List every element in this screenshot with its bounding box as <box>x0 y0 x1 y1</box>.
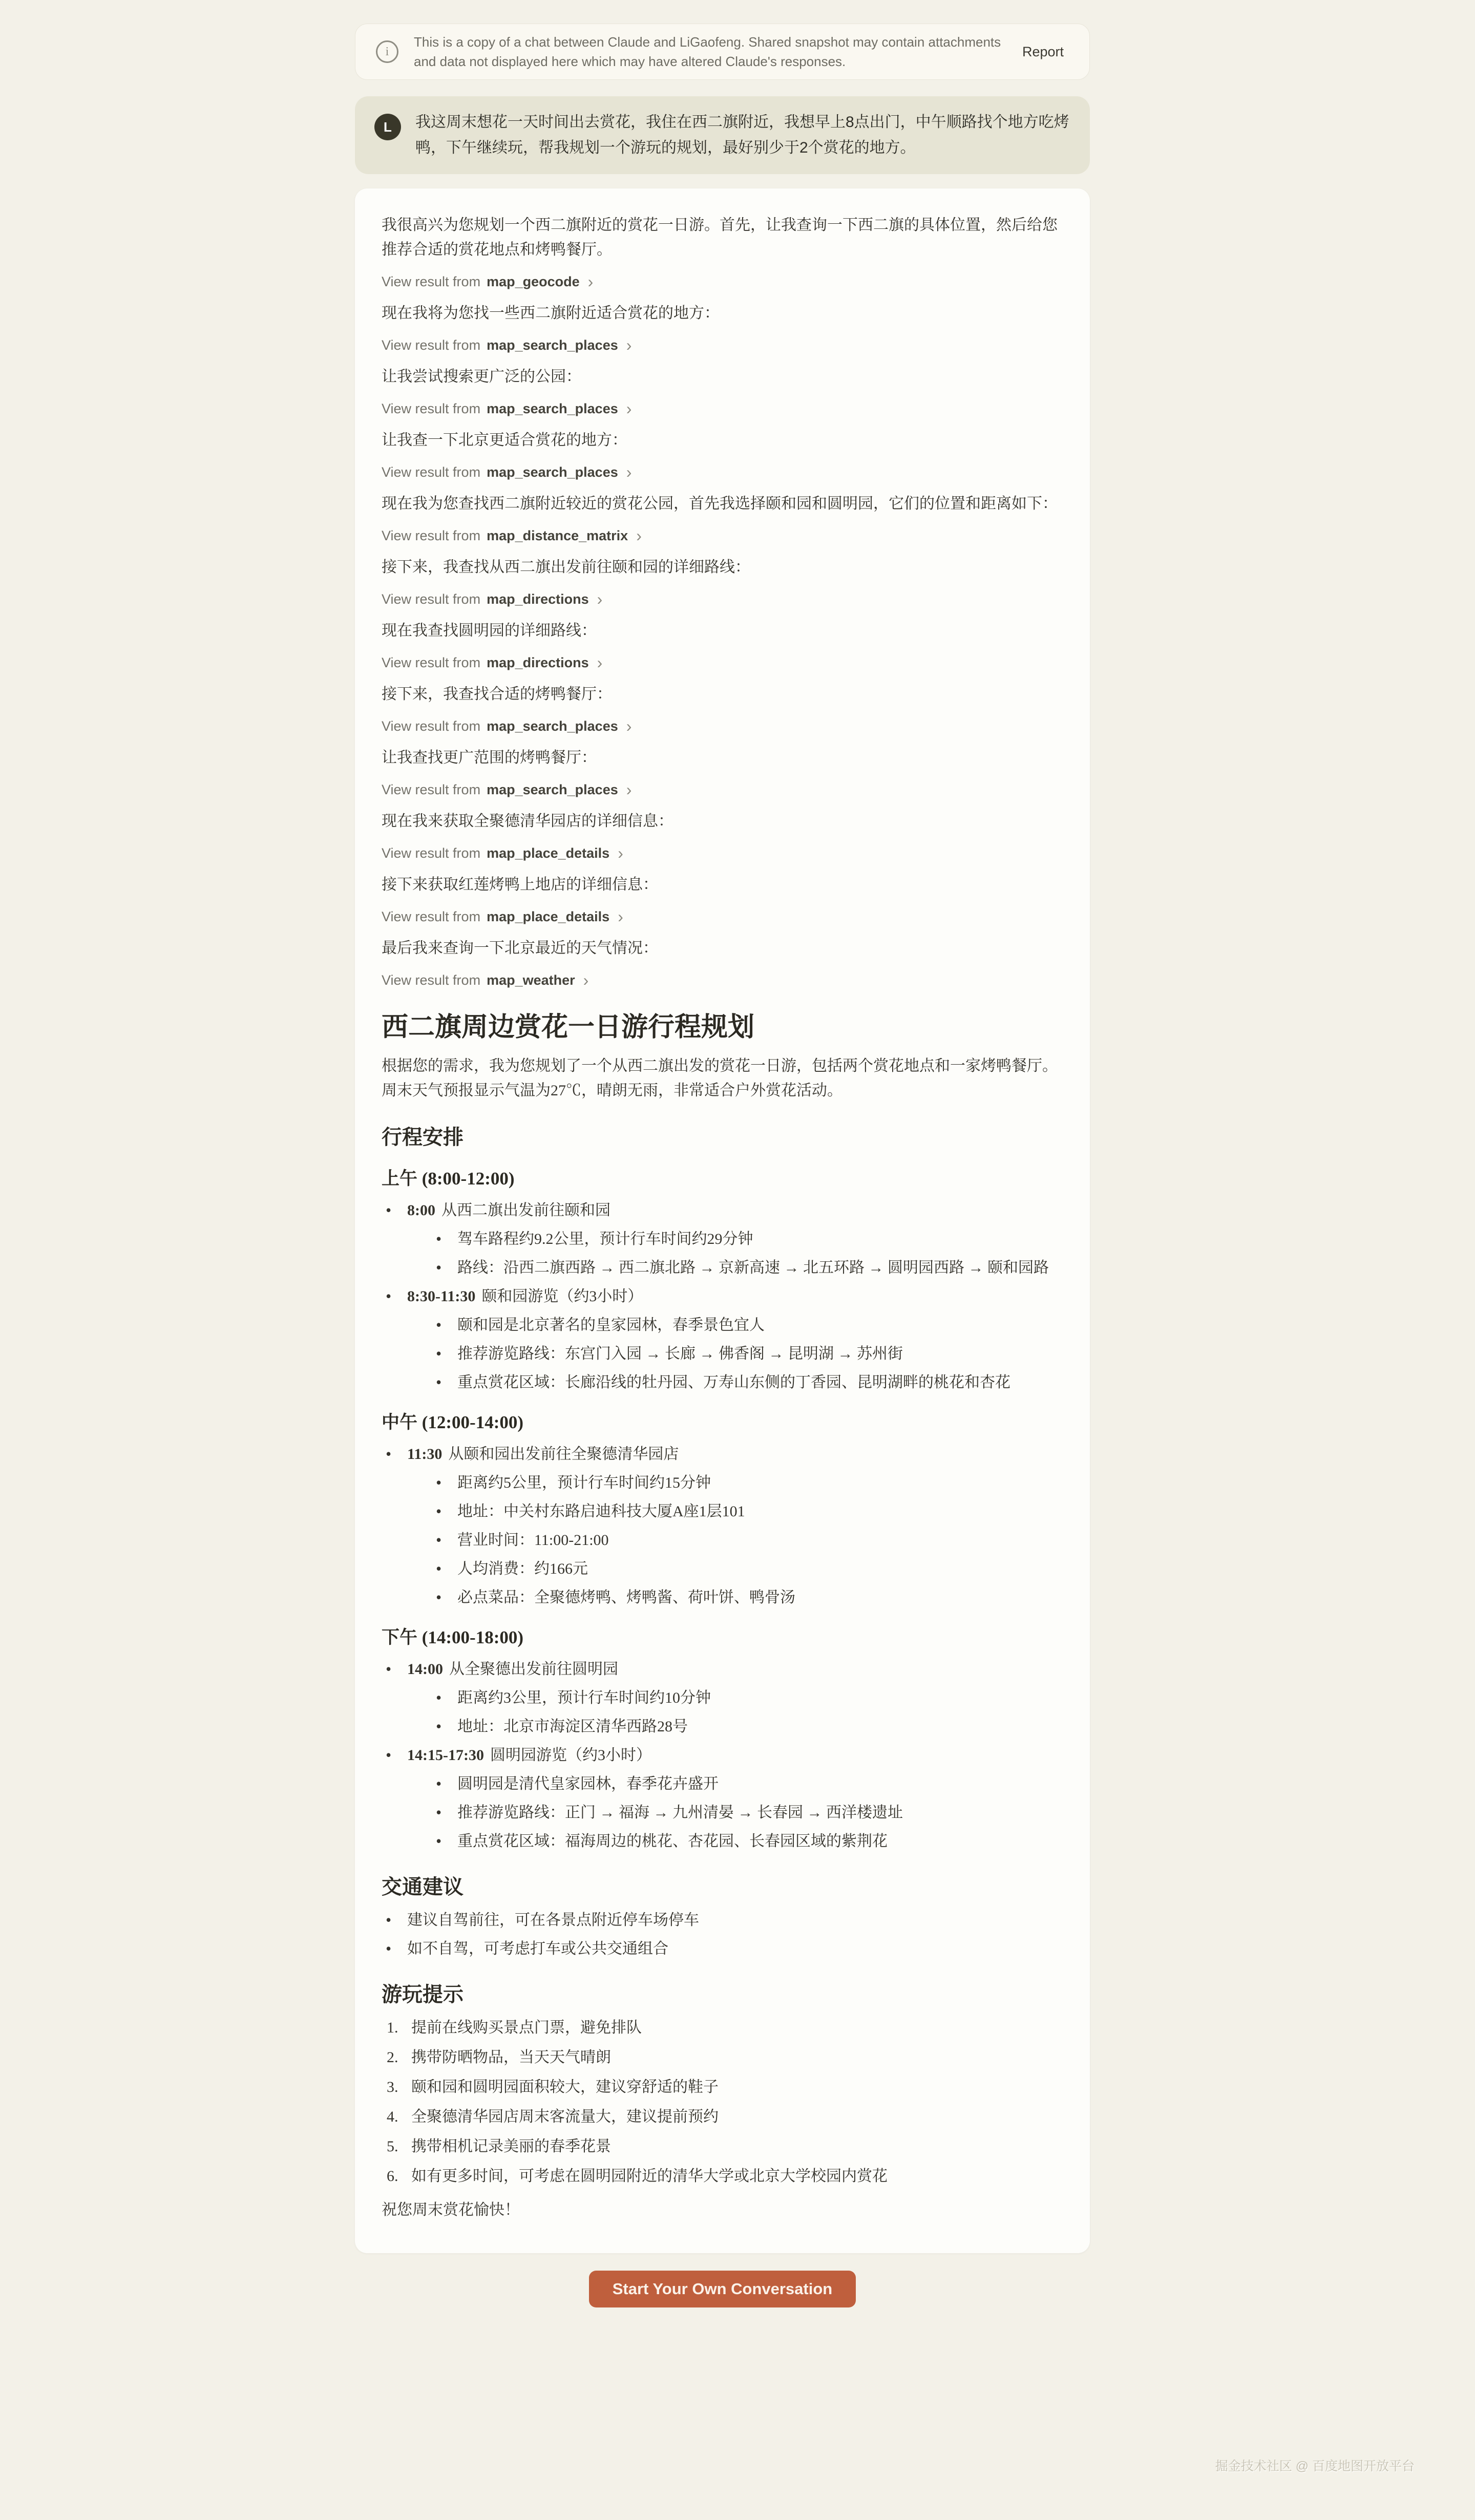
tool-result-link[interactable] <box>382 907 623 926</box>
assistant-paragraph: 让我尝试搜索更广泛的公园： <box>382 368 581 385</box>
assistant-paragraph: 接下来，我查找合适的烤鸭餐厅： <box>382 686 612 703</box>
item-text: 从颐和园出发前往全聚德清华园店 <box>448 1446 679 1463</box>
list-item: 携带防晒物品，当天天气晴朗 <box>411 2049 611 2066</box>
list-item: • 圆明园是清代皇家园林，春季花卉盛开 <box>436 1773 1063 1795</box>
chevron-right-icon: › <box>597 590 603 608</box>
list-item: 携带相机记录美丽的春季花景 <box>411 2138 611 2155</box>
tool-name: map_search_places <box>487 337 618 353</box>
chevron-right-icon: › <box>618 844 623 862</box>
user-message-text: 我这周末想花一天时间出去赏花，我住在西二旗附近，我想早上8点出门，中午顺路找个地方吃烤鸭，下午继续玩，帮我规划一个游玩的规划，最好别少于2个赏花的地方。 <box>415 114 1069 156</box>
notice-banner <box>355 24 1090 80</box>
item-text: 颐和园游览（约3小时） <box>481 1288 643 1305</box>
section-heading-schedule: 行程安排 <box>382 1126 463 1149</box>
report-button[interactable]: Report <box>1017 44 1069 60</box>
chevron-right-icon: › <box>583 971 589 989</box>
list-item: 提前在线购买景点门票，避免排队 <box>411 2019 642 2036</box>
list-item <box>385 1744 1063 1853</box>
list-item: • 推荐游览路线：东宫门入园 → 长廊 → 佛香阁 → 昆明湖 → 苏州街 <box>436 1343 1063 1365</box>
cta-row <box>355 2271 1090 2307</box>
tool-result-link[interactable] <box>382 336 631 354</box>
tool-result-link[interactable] <box>382 272 593 291</box>
start-conversation-button[interactable]: Start Your Own Conversation <box>589 2271 856 2307</box>
tool-result-link[interactable] <box>382 971 588 989</box>
tool-name: map_weather <box>487 972 575 988</box>
subsection-heading-morning: 上午 (8:00-12:00) <box>382 1169 515 1189</box>
list-item: • 重点赏花区域：长廊沿线的牡丹园、万寿山东侧的丁香园、昆明湖畔的桃花和杏花 <box>436 1371 1063 1394</box>
list-item <box>385 1443 1063 1609</box>
assistant-paragraph: 现在我查找圆明园的详细路线： <box>382 622 597 639</box>
tool-prefix: View result from <box>382 401 481 416</box>
chevron-right-icon: › <box>587 272 594 291</box>
chevron-right-icon: › <box>626 717 632 735</box>
info-icon: i <box>376 40 398 63</box>
item-time: 8:30-11:30 <box>407 1288 476 1305</box>
assistant-paragraph: 我很高兴为您规划一个西二旗附近的赏花一日游。首先，让我查询一下西二旗的具体位置，然后给您推荐合适的赏花地点和烤鸭餐厅。 <box>382 217 1058 258</box>
transport-list <box>382 1909 1063 1960</box>
list-item <box>385 1658 1063 1738</box>
item-time: 14:00 <box>407 1661 443 1678</box>
list-item: 颐和园和圆明园面积较大，建议穿舒适的鞋子 <box>411 2079 719 2095</box>
tool-name: map_distance_matrix <box>487 528 628 543</box>
tool-name: map_geocode <box>487 274 580 289</box>
morning-list <box>382 1199 1063 1394</box>
chevron-right-icon: › <box>597 653 603 672</box>
chevron-right-icon: › <box>636 526 642 545</box>
tool-prefix: View result from <box>382 782 481 797</box>
tool-prefix: View result from <box>382 274 481 289</box>
tool-result-link[interactable] <box>382 717 631 735</box>
list-item: • 营业时间：11:00-21:00 <box>436 1529 1063 1552</box>
tool-result-link[interactable] <box>382 463 631 481</box>
list-item: 如有更多时间，可考虑在圆明园附近的清华大学或北京大学校园内赏花 <box>411 2168 888 2185</box>
report-intro: 根据您的需求，我为您规划了一个从西二旗出发的赏花一日游，包括两个赏花地点和一家烤鸭餐厅。周末天气预报显示气温为27℃，晴朗无雨，非常适合户外赏花活动。 <box>382 1057 1058 1099</box>
notice-text: This is a copy of a chat between Claude and LiGaofeng. Shared snapshot may contain attachments and data not displayed here which may have altered Claude's responses. <box>414 34 1001 69</box>
list-item: • 如不自驾，可考虑打车或公共交通组合 <box>385 1938 1063 1960</box>
assistant-paragraph: 最后我来查询一下北京最近的天气情况： <box>382 940 658 957</box>
tool-prefix: View result from <box>382 591 481 607</box>
list-item: • 颐和园是北京著名的皇家园林，春季景色宜人 <box>436 1314 1063 1337</box>
assistant-paragraph: 接下来获取红莲烤鸭上地店的详细信息： <box>382 876 658 893</box>
list-item: • 人均消费：约166元 <box>436 1558 1063 1580</box>
item-time: 8:00 <box>407 1202 435 1219</box>
list-item: • 必点菜品：全聚德烤鸭、烤鸭酱、荷叶饼、鸭骨汤 <box>436 1586 1063 1609</box>
assistant-paragraph: 让我查一下北京更适合赏花的地方： <box>382 432 627 449</box>
item-text: 从西二旗出发前往颐和园 <box>441 1202 610 1219</box>
user-avatar: L <box>374 114 401 140</box>
item-time: 14:15-17:30 <box>407 1747 484 1764</box>
section-heading-transport: 交通建议 <box>382 1875 463 1898</box>
subsection-heading-noon: 中午 (12:00-14:00) <box>382 1412 524 1432</box>
tool-prefix: View result from <box>382 655 481 670</box>
list-item: • 重点赏花区域：福海周边的桃花、杏花园、长春园区域的紫荆花 <box>436 1830 1063 1853</box>
chevron-right-icon: › <box>626 336 632 354</box>
chevron-right-icon: › <box>626 399 632 418</box>
list-item: • 驾车路程约9.2公里，预计行车时间约29分钟 <box>436 1228 1063 1251</box>
tool-result-link[interactable] <box>382 526 642 545</box>
list-item: • 推荐游览路线：正门 → 福海 → 九州清晏 → 长春园 → 西洋楼遗址 <box>436 1802 1063 1824</box>
assistant-paragraph: 现在我为您查找西二旗附近较近的赏花公园，首先我选择颐和园和圆明园，它们的位置和距离如下： <box>382 495 1058 512</box>
tool-prefix: View result from <box>382 972 481 988</box>
list-item: • 距离约5公里，预计行车时间约15分钟 <box>436 1472 1063 1494</box>
closing-line: 祝您周末赏花愉快！ <box>382 2201 520 2218</box>
tool-result-link[interactable] <box>382 590 602 608</box>
tool-result-link[interactable] <box>382 399 631 418</box>
tool-result-link[interactable] <box>382 653 602 672</box>
assistant-paragraph: 接下来，我查找从西二旗出发前往颐和园的详细路线： <box>382 559 750 576</box>
watermark: 掘金技术社区 @ 百度地图开放平台 <box>1215 2459 1415 2473</box>
tool-name: map_search_places <box>487 401 618 416</box>
chevron-right-icon: › <box>626 463 632 481</box>
item-text: 圆明园游览（约3小时） <box>490 1747 651 1764</box>
list-item <box>385 1199 1063 1279</box>
tool-prefix: View result from <box>382 337 481 353</box>
user-message <box>355 96 1090 174</box>
tool-result-link[interactable] <box>382 780 631 799</box>
tool-name: map_search_places <box>487 782 618 797</box>
tool-name: map_directions <box>487 591 589 607</box>
item-text: 从全聚德出发前往圆明园 <box>449 1661 618 1678</box>
tips-list <box>382 2017 1063 2188</box>
list-item <box>385 1285 1063 1394</box>
assistant-paragraph: 现在我将为您找一些西二旗附近适合赏花的地方： <box>382 305 720 322</box>
assistant-message <box>355 188 1090 2253</box>
list-item: • 路线：沿西二旗西路 → 西二旗北路 → 京新高速 → 北五环路 → 圆明园西路 → 颐和园路 <box>436 1257 1063 1279</box>
item-time: 11:30 <box>407 1446 442 1463</box>
list-item: • 建议自驾前往，可在各景点附近停车场停车 <box>385 1909 1063 1932</box>
report-title: 西二旗周边赏花一日游行程规划 <box>382 1013 755 1042</box>
list-item: • 距离约3公里，预计行车时间约10分钟 <box>436 1687 1063 1709</box>
tool-name: map_place_details <box>487 909 610 924</box>
list-item: 全聚德清华园店周末客流量大，建议提前预约 <box>411 2108 719 2125</box>
chevron-right-icon: › <box>626 780 632 799</box>
chevron-right-icon: › <box>618 907 623 926</box>
tool-prefix: View result from <box>382 718 481 734</box>
tool-result-link[interactable] <box>382 844 623 862</box>
tool-prefix: View result from <box>382 909 481 924</box>
tool-name: map_search_places <box>487 464 618 480</box>
section-heading-tips: 游玩提示 <box>382 1983 463 2006</box>
content-column <box>355 24 1090 2307</box>
tool-name: map_search_places <box>487 718 618 734</box>
list-item: • 地址：中关村东路启迪科技大厦A座1层101 <box>436 1500 1063 1523</box>
tool-name: map_place_details <box>487 845 610 861</box>
tool-prefix: View result from <box>382 845 481 861</box>
assistant-paragraph: 现在我来获取全聚德清华园店的详细信息： <box>382 813 673 830</box>
tool-name: map_directions <box>487 655 589 670</box>
noon-list <box>382 1443 1063 1609</box>
afternoon-list <box>382 1658 1063 1853</box>
tool-prefix: View result from <box>382 528 481 543</box>
assistant-paragraph: 让我查找更广范围的烤鸭餐厅： <box>382 749 597 766</box>
tool-prefix: View result from <box>382 464 481 480</box>
list-item: • 地址：北京市海淀区清华西路28号 <box>436 1716 1063 1738</box>
subsection-heading-afternoon: 下午 (14:00-18:00) <box>382 1627 524 1647</box>
